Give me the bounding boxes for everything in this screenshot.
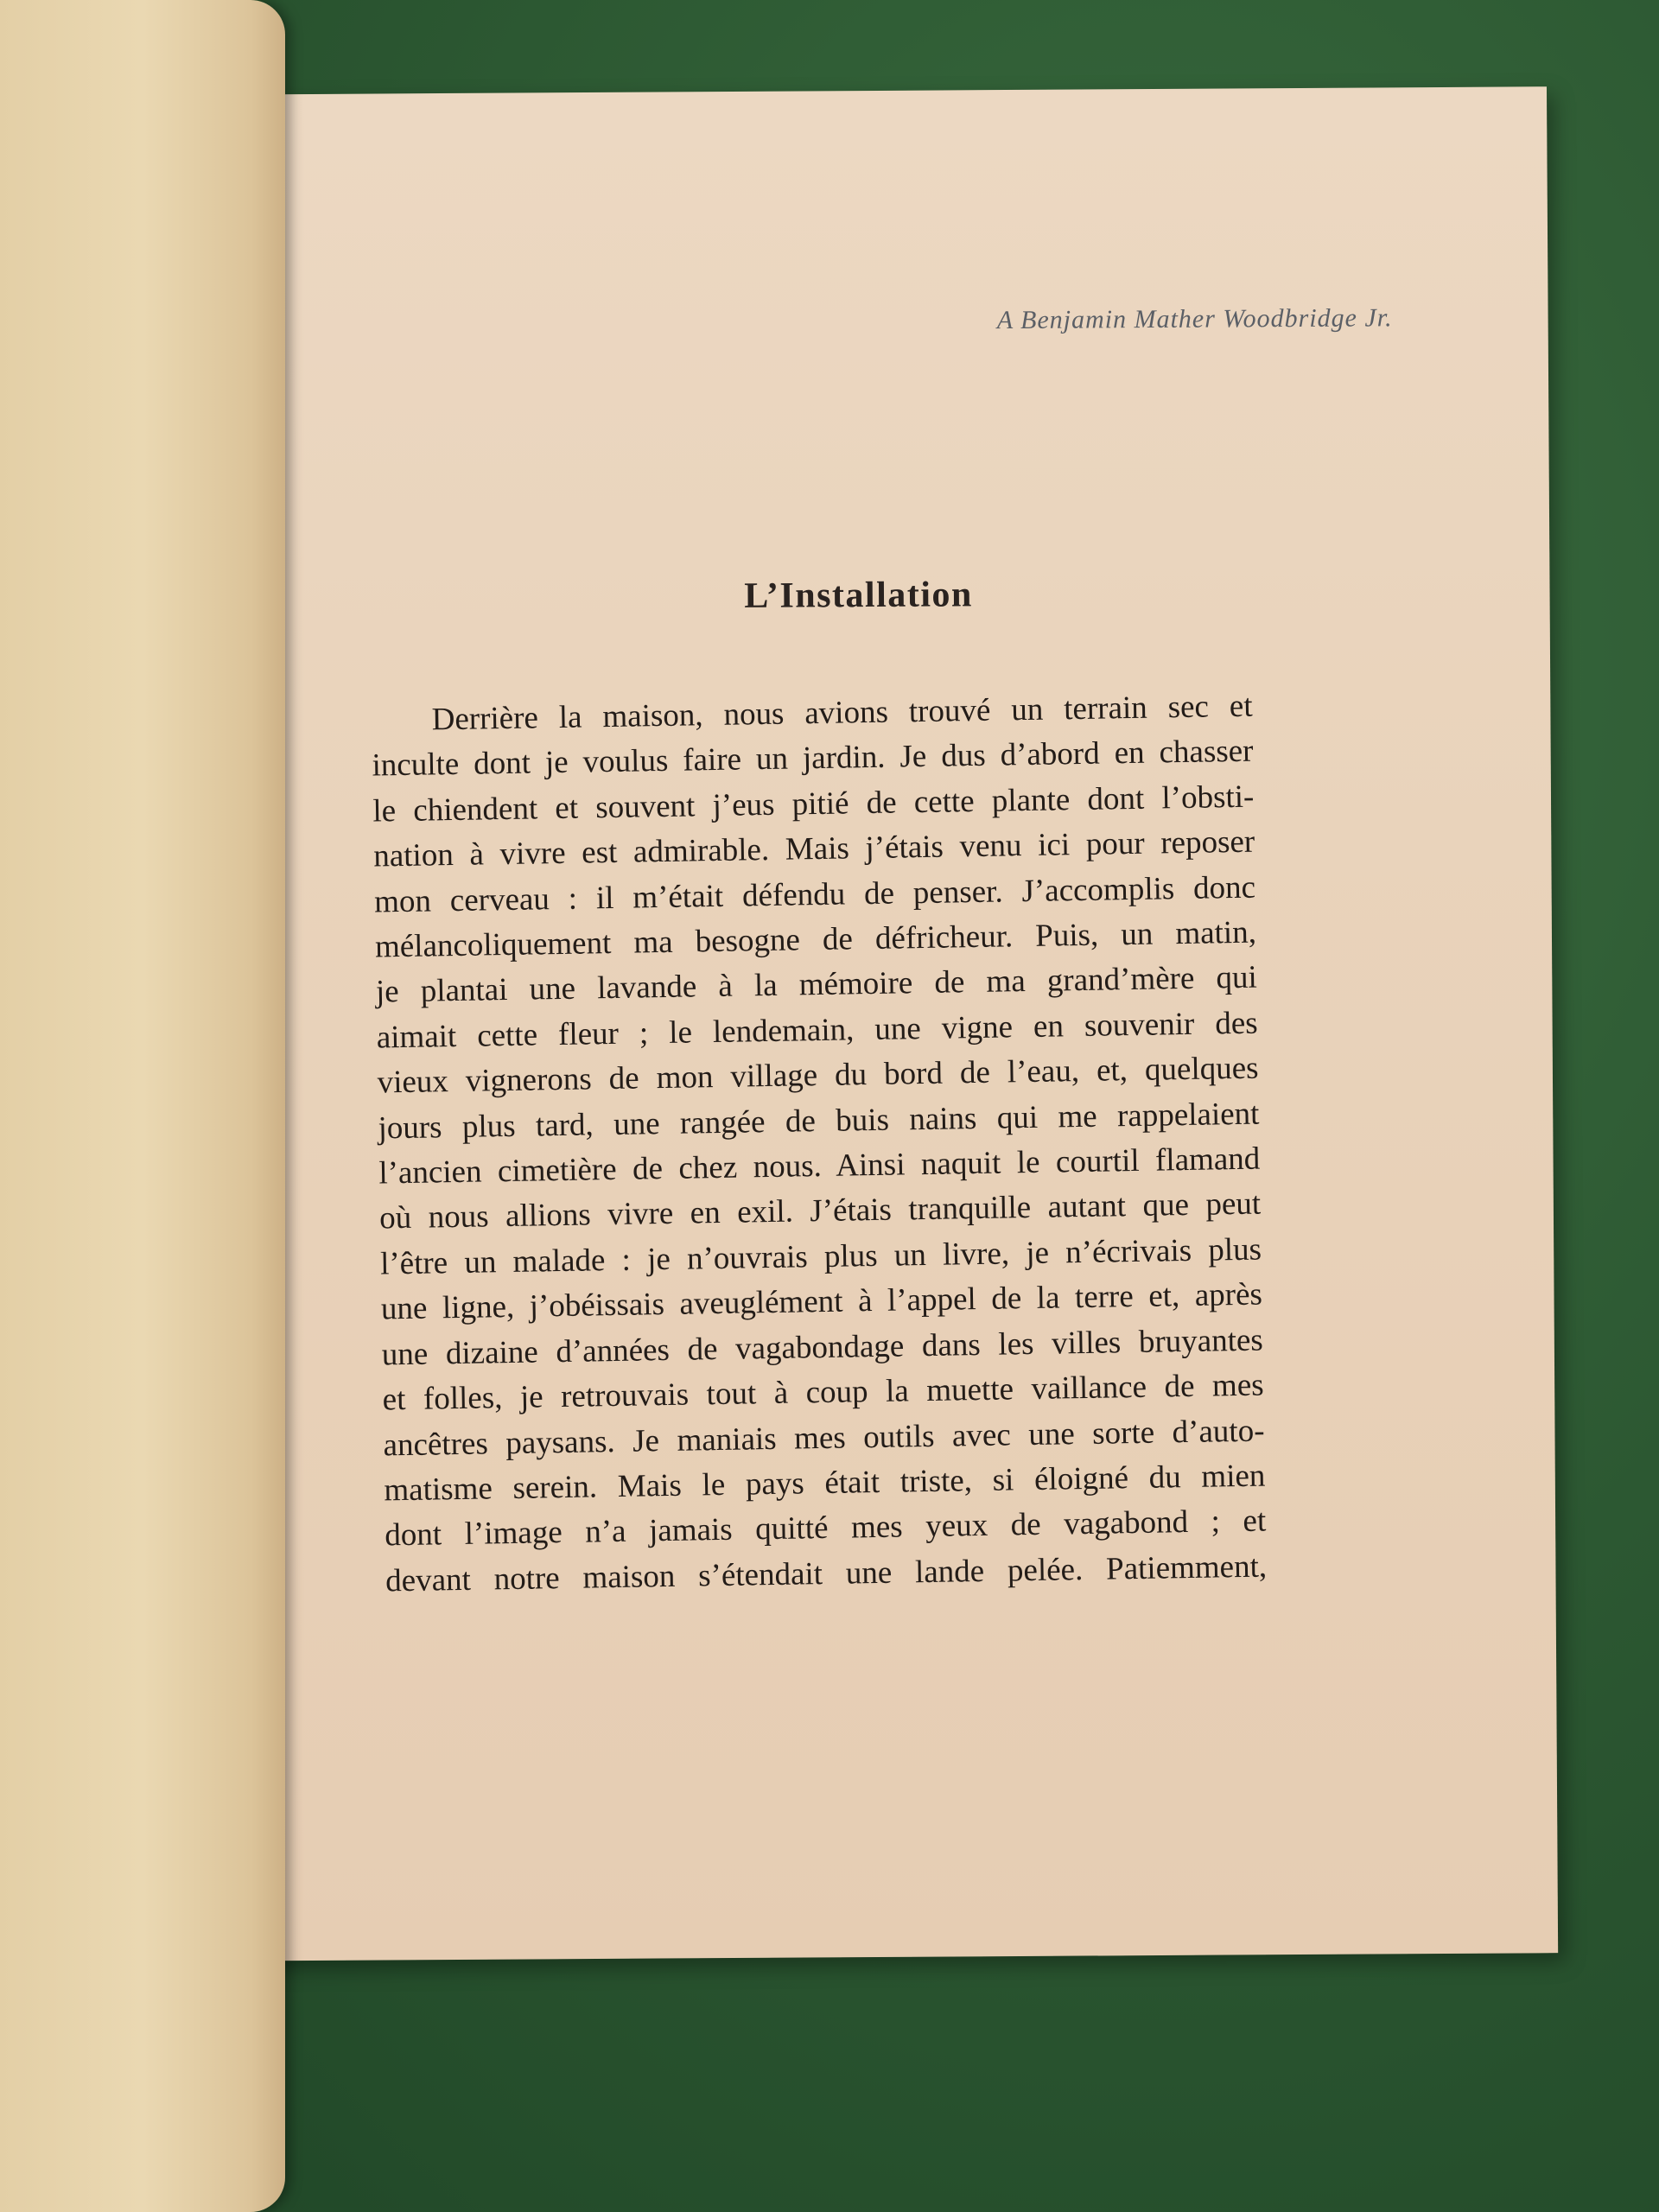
text-line: l’ancien cimetière de chez nous. Ainsi naquit le courtil flamand bbox=[378, 1141, 1261, 1192]
text-line: une dizaine d’années de vagabondage dans les villes bruyantes bbox=[381, 1322, 1264, 1373]
text-line: une ligne, j’obéissais aveuglément à l’appel de la terre et, après bbox=[380, 1276, 1263, 1327]
book-page bbox=[164, 86, 1558, 1961]
text-line: jours plus tard, une rangée de buis nains qui me rappelaient bbox=[378, 1096, 1260, 1147]
body-text bbox=[371, 684, 1267, 1605]
text-line: l’être un malade : je n’ouvrais plus un livre, je n’écrivais plus bbox=[379, 1231, 1262, 1282]
text-line: inculte dont je voulus faire un jardin. Je dus d’abord en chasser bbox=[372, 734, 1254, 784]
text-line: Derrière la maison, nous avions trouvé un terrain sec et bbox=[431, 688, 1253, 738]
chapter-title: L’Installation bbox=[744, 575, 973, 616]
dedication: A Benjamin Mather Woodbridge Jr. bbox=[996, 303, 1393, 335]
text-line: devant notre maison s’étendait une lande pelée. Patiemment, bbox=[385, 1548, 1268, 1599]
text-line: et folles, je retrouvais tout à coup la muette vaillance de mes bbox=[382, 1367, 1264, 1418]
text-line: aimait cette fleur ; le lendemain, une vigne en souvenir des bbox=[376, 1005, 1258, 1056]
text-line: où nous allions vivre en exil. J’étais tranquille autant que peut bbox=[378, 1186, 1262, 1236]
text-line: mon cerveau : il m’était défendu de penser. J’accomplis donc bbox=[373, 869, 1256, 920]
text-line: matisme serein. Mais le pays était triste, si éloigné du mien bbox=[384, 1458, 1266, 1509]
text-line: ancêtres paysans. Je maniais mes outils avec une sorte d’auto- bbox=[383, 1413, 1265, 1463]
text-line: je plantai une lavande à la mémoire de ma grand’mère qui bbox=[375, 960, 1258, 1010]
left-page-edge bbox=[0, 0, 285, 2212]
text-line: vieux vignerons de mon village du bord de l’eau, et, quelques bbox=[377, 1050, 1259, 1101]
text-line: dont l’image n’a jamais quitté mes yeux de vagabond ; et bbox=[384, 1503, 1267, 1554]
text-line: mélancoliquement ma besogne de défricheur. Puis, un matin, bbox=[374, 914, 1257, 965]
text-line: nation à vivre est admirable. Mais j’étais venu ici pour reposer bbox=[372, 823, 1255, 874]
text-line: le chiendent et souvent j’eus pitié de cette plante dont l’obsti- bbox=[372, 779, 1255, 830]
